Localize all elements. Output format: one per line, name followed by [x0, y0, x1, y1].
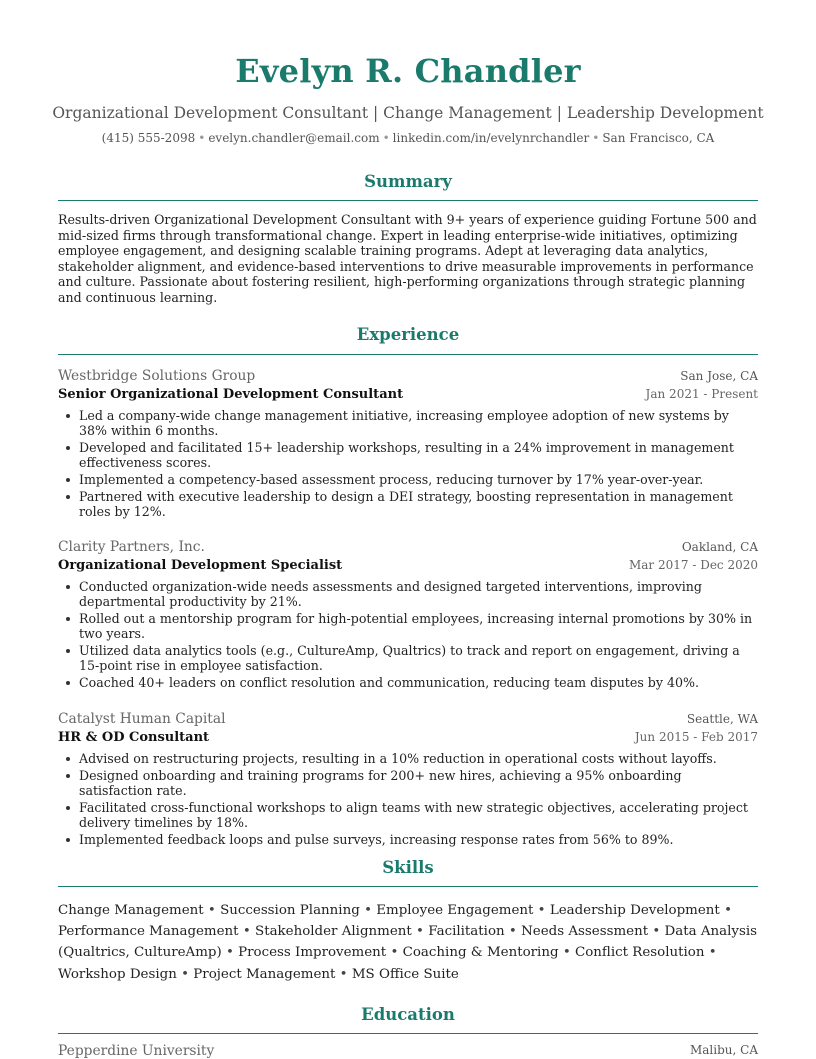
bullet-item: Utilized data analytics tools (e.g., CultureAmp, Qualtrics) to track and report on engagement, driving a 15-point rise in employee satisfaction. — [79, 643, 758, 673]
linkedin-link[interactable]: linkedin.com/in/evelynrchandler — [392, 131, 590, 145]
job-dates: Jan 2021 - Present — [645, 387, 758, 401]
job-location: Seattle, WA — [686, 712, 758, 726]
skill-item: Facilitation — [428, 924, 505, 940]
skill-item: Workshop Design — [58, 966, 177, 982]
bullet-item: Conducted organization-wide needs assessments and designed targeted interventions, improving departmental productivity by 21%. — [79, 579, 758, 609]
skill-separator: • — [724, 903, 732, 918]
company-name: Westbridge Solutions Group — [58, 368, 256, 384]
skill-item: Leadership Development — [549, 903, 720, 918]
contact-line — [0, 131, 816, 145]
bullet-item: Coached 40+ leaders on conflict resolution and communication, reducing team disputes by 40%. — [79, 675, 758, 690]
skill-item: Succession Planning — [220, 903, 360, 918]
skill-item: Performance Management — [58, 924, 239, 940]
school-name: Pepperdine University — [58, 1043, 215, 1059]
bullet-item: Designed onboarding and training programs for 200+ new hires, achieving a 95% onboarding satisfaction rate. — [79, 768, 758, 798]
job-entry — [58, 539, 758, 690]
bullet-item: Rolled out a mentorship program for high-potential employees, increasing internal promotions by 30% in two years. — [79, 611, 758, 641]
job-dates: Jun 2015 - Feb 2017 — [634, 730, 758, 744]
section-title-education: Education — [361, 1005, 455, 1024]
bullet-item: Advised on restructuring projects, resulting in a 10% reduction in operational costs without layoffs. — [79, 751, 758, 766]
job-location: Oakland, CA — [681, 540, 758, 554]
skills-list — [58, 900, 764, 985]
location: San Francisco, CA — [602, 131, 715, 145]
job-bullets — [58, 408, 758, 519]
skill-item: Change Management — [58, 903, 204, 918]
candidate-name: Evelyn R. Chandler — [235, 52, 581, 90]
bullet-item: Facilitated cross-functional workshops to align teams with new strategic objectives, accelerating project delivery timelines by 18%. — [79, 800, 758, 830]
separator: • — [382, 131, 390, 145]
skill-separator: • — [508, 924, 517, 940]
bullet-item: Implemented a competency-based assessment process, reducing turnover by 17% year-over-year. — [79, 472, 758, 487]
skill-separator: • — [652, 924, 661, 940]
school-location: Malibu, CA — [689, 1043, 758, 1057]
skill-item: Process Improvement — [238, 945, 387, 961]
section-title-summary: Summary — [364, 172, 452, 191]
headline: Organizational Development Consultant | Change Management | Leadership Development — [52, 104, 764, 122]
job-dates: Mar 2017 - Dec 2020 — [628, 558, 758, 572]
job-location: San Jose, CA — [680, 369, 758, 383]
section-divider — [58, 200, 758, 201]
bullet-item: Developed and facilitated 15+ leadership workshops, resulting in a 24% improvement in management effectiveness scores. — [79, 440, 758, 470]
job-title: Senior Organizational Development Consultant — [58, 387, 404, 402]
skill-item: Project Management — [193, 966, 336, 982]
section-title-skills: Skills — [382, 858, 434, 877]
skill-separator: • — [364, 903, 372, 918]
skill-separator: • — [390, 945, 399, 961]
separator: • — [592, 131, 600, 145]
skill-separator: • — [242, 924, 251, 940]
job-title: Organizational Development Specialist — [58, 558, 343, 573]
bullet-item: Implemented feedback loops and pulse surveys, increasing response rates from 56% to 89%. — [79, 832, 758, 847]
company-name: Clarity Partners, Inc. — [58, 539, 205, 555]
skill-separator: • — [181, 966, 190, 982]
skill-separator: • — [225, 945, 234, 961]
bullet-item: Led a company-wide change management initiative, increasing employee adoption of new systems by 38% within 6 months. — [79, 408, 758, 438]
skill-item: Conflict Resolution — [574, 945, 705, 961]
skill-separator: • — [537, 903, 546, 918]
company-name: Catalyst Human Capital — [58, 711, 226, 727]
skill-item: Data Analysis (Qualtrics, CultureAmp) — [58, 924, 758, 961]
skill-separator: • — [708, 945, 717, 961]
education-entry — [58, 1043, 758, 1059]
section-divider — [58, 354, 758, 355]
skill-separator: • — [207, 903, 216, 918]
job-entry — [58, 711, 758, 847]
skill-item: Stakeholder Alignment — [255, 924, 412, 940]
section-divider — [58, 886, 758, 887]
job-entry — [58, 368, 758, 519]
summary-text: Results-driven Organizational Development Consultant with 9+ years of experience guiding Fortune 500 and mid-sized firms through transformational change. Expert in leading enterprise-wide initiatives, optimizing employee engagement, and designing scalable training programs. Adept at leveraging data analytics, stakeholder alignment, and evidence-based interventions to drive measurable improvements in performance and culture. Passionate about fostering resilient, high-performing organizations through strategic planning and continuous learning. — [58, 212, 757, 305]
skill-item: Needs Assessment — [521, 924, 649, 940]
skill-item: Coaching & Mentoring — [402, 945, 559, 961]
skill-separator: • — [339, 966, 348, 982]
job-bullets — [58, 579, 758, 690]
email-link[interactable]: evelyn.chandler@email.com — [208, 131, 380, 145]
section-title-experience: Experience — [356, 325, 460, 344]
skill-separator: • — [416, 924, 424, 940]
skill-item: MS Office Suite — [351, 966, 459, 982]
skill-item: Employee Engagement — [376, 903, 534, 918]
separator: • — [198, 131, 206, 145]
skill-separator: • — [562, 945, 571, 961]
phone: (415) 555-2098 — [101, 131, 196, 145]
section-divider — [58, 1033, 758, 1034]
bullet-item: Partnered with executive leadership to design a DEI strategy, boosting representation in management roles by 12%. — [79, 489, 758, 519]
job-bullets — [58, 751, 758, 847]
job-title: HR & OD Consultant — [58, 730, 210, 745]
